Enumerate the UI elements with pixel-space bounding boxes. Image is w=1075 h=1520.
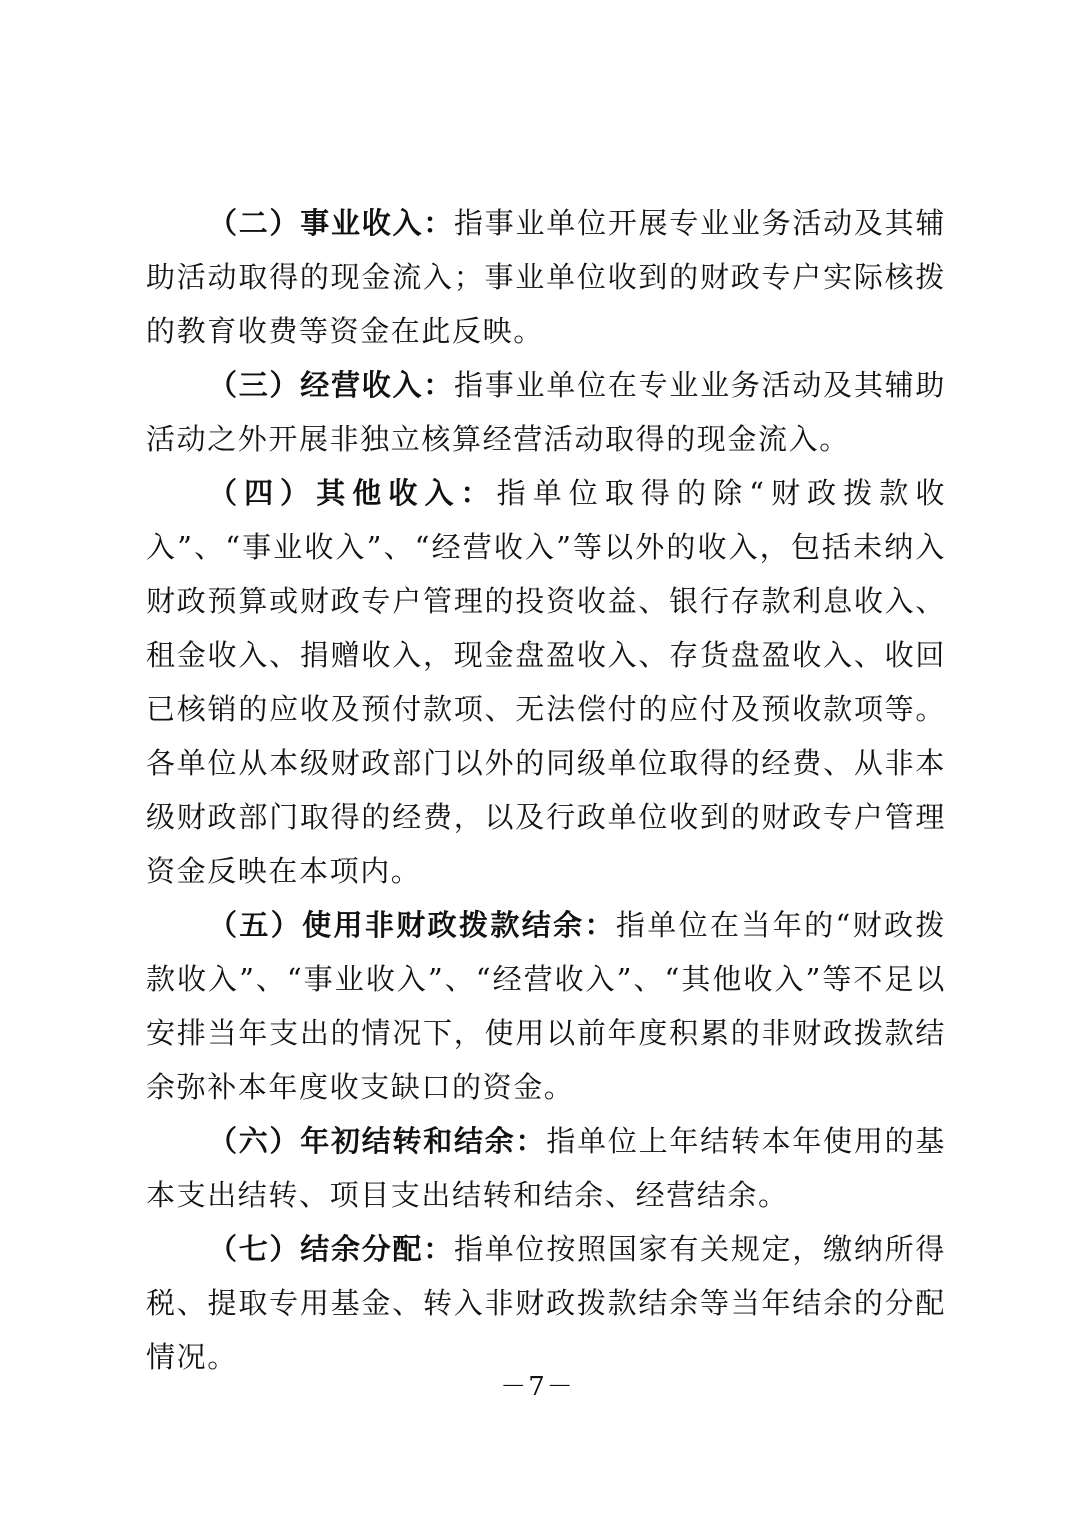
term-carryover-balance: （六）年初结转和结余： — [208, 1124, 547, 1158]
term-non-fiscal-balance: （五）使用非财政拨款结余： — [208, 908, 616, 942]
paragraph-carryover-balance — [146, 1114, 946, 1222]
definition-operating-income: 指事业单位在专业业务活动及其辅助活动之外开展非独立核算经营活动取得的现金流入。 — [146, 368, 946, 456]
definition-other-income: 指单位取得的除“财政拨款收入”、“事业收入”、“经营收入”等以外的收入，包括未纳入财政预算或财政专户管理的投资收益、银行存款利息收入、租金收入、捐赠收入，现金盘盈收入、存货盘盈收入、收回已核销的应收及预付款项、无法偿付的应付及预收款项等。各单位从本级财政部门以外的同级单位取得的经费、从非本级财政部门取得的经费，以及行政单位收到的财政专户管理资金反映在本项内。 — [146, 476, 946, 888]
paragraph-operating-income — [146, 358, 946, 466]
term-surplus-distribution: （七）结余分配： — [208, 1232, 455, 1266]
document-body — [146, 196, 946, 1384]
paragraph-non-fiscal-balance — [146, 898, 946, 1114]
term-business-income: （二）事业收入： — [208, 206, 455, 240]
definition-business-income: 指事业单位开展专业业务活动及其辅助活动取得的现金流入；事业单位收到的财政专户实际核拨的教育收费等资金在此反映。 — [146, 206, 946, 348]
definition-surplus-distribution: 指单位按照国家有关规定，缴纳所得税、提取专用基金、转入非财政拨款结余等当年结余的分配情况。 — [146, 1232, 946, 1374]
paragraph-other-income — [146, 466, 946, 898]
paragraph-business-income — [146, 196, 946, 358]
term-operating-income: （三）经营收入： — [208, 368, 455, 402]
definition-carryover-balance: 指单位上年结转本年使用的基本支出结转、项目支出结转和结余、经营结余。 — [146, 1124, 946, 1212]
page-number: －7－ — [500, 1372, 575, 1402]
definition-non-fiscal-balance: 指单位在当年的“财政拨款收入”、“事业收入”、“经营收入”、“其他收入”等不足以安排当年支出的情况下，使用以前年度积累的非财政拨款结余弥补本年度收支缺口的资金。 — [146, 908, 946, 1104]
paragraph-surplus-distribution — [146, 1222, 946, 1384]
term-other-income: （四）其他收入： — [208, 476, 497, 510]
